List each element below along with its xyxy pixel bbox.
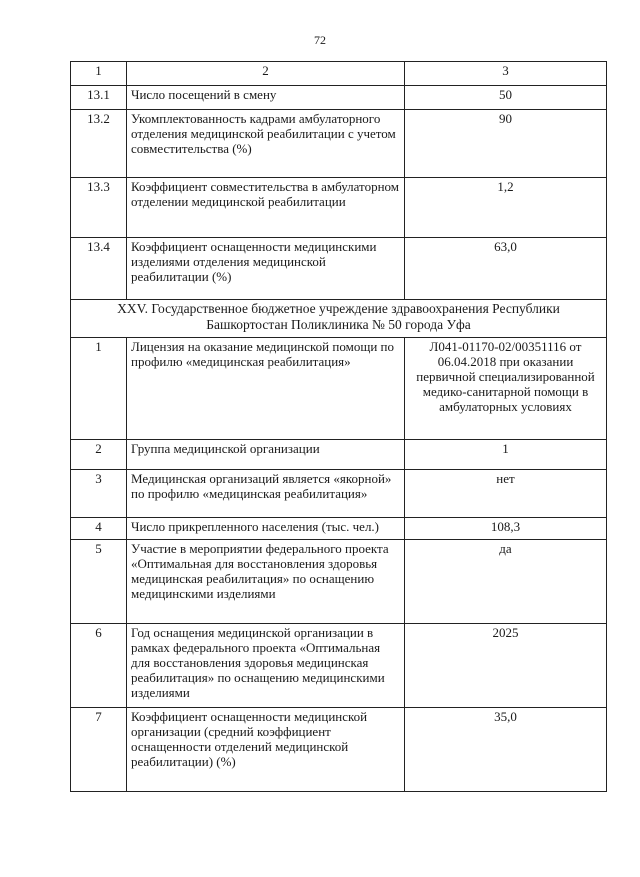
row-value: 2025 [405,624,607,708]
row-name: Коэффициент оснащенности медицинской организации (средний коэффициент оснащенности отделений медицинской реабилитации) (%) [127,708,405,792]
row-name: Число прикрепленного населения (тыс. чел.) [127,518,405,540]
row-number: 1 [71,338,127,440]
section-row [71,300,607,338]
row-value: нет [405,470,607,518]
row-number: 13.2 [71,110,127,178]
header-col-2: 2 [127,62,405,86]
table-row [71,624,607,708]
table-row [71,708,607,792]
row-name: Медицинская организаций является «якорной» по профилю «медицинская реабилитация» [127,470,405,518]
data-table [70,61,607,792]
section-title: XXV. Государственное бюджетное учреждение здравоохранения Республики Башкортостан Поликлиника № 50 города Уфа [71,300,607,338]
row-number: 6 [71,624,127,708]
table-row [71,470,607,518]
row-value: 1 [405,440,607,470]
table-row [71,86,607,110]
row-name: Год оснащения медицинской организации в рамках федерального проекта «Оптимальная для восстановления здоровья медицинская реабилитация» по оснащению медицинскими изделиями [127,624,405,708]
row-number: 13.4 [71,238,127,300]
row-value: 50 [405,86,607,110]
row-name: Укомплектованность кадрами амбулаторного отделения медицинской реабилитации с учетом совместительства (%) [127,110,405,178]
table-header-row [71,62,607,86]
row-value: 35,0 [405,708,607,792]
row-value: Л041-01170-02/00351116 от 06.04.2018 при оказании первичной специализированной медико-санитарной помощи в амбулаторных условиях [405,338,607,440]
row-number: 5 [71,540,127,624]
row-name: Коэффициент оснащенности медицинскими изделиями отделения медицинской реабилитации (%) [127,238,405,300]
row-name: Лицензия на оказание медицинской помощи по профилю «медицинская реабилитация» [127,338,405,440]
row-number: 13.3 [71,178,127,238]
row-number: 2 [71,440,127,470]
row-name: Группа медицинской организации [127,440,405,470]
table-row [71,540,607,624]
row-value: 1,2 [405,178,607,238]
row-number: 4 [71,518,127,540]
row-value: 108,3 [405,518,607,540]
table-row [71,110,607,178]
table-row [71,338,607,440]
header-col-3: 3 [405,62,607,86]
row-value: да [405,540,607,624]
row-number: 7 [71,708,127,792]
row-value: 63,0 [405,238,607,300]
row-number: 3 [71,470,127,518]
row-number: 13.1 [71,86,127,110]
table-row [71,178,607,238]
table-row [71,440,607,470]
row-name: Коэффициент совместительства в амбулаторном отделении медицинской реабилитации [127,178,405,238]
header-col-1: 1 [71,62,127,86]
page-number: 72 [314,33,326,47]
table-row [71,518,607,540]
row-name: Число посещений в смену [127,86,405,110]
row-name: Участие в мероприятии федерального проекта «Оптимальная для восстановления здоровья медицинская реабилитация» по оснащению медицинскими изделиями [127,540,405,624]
row-value: 90 [405,110,607,178]
table-row [71,238,607,300]
